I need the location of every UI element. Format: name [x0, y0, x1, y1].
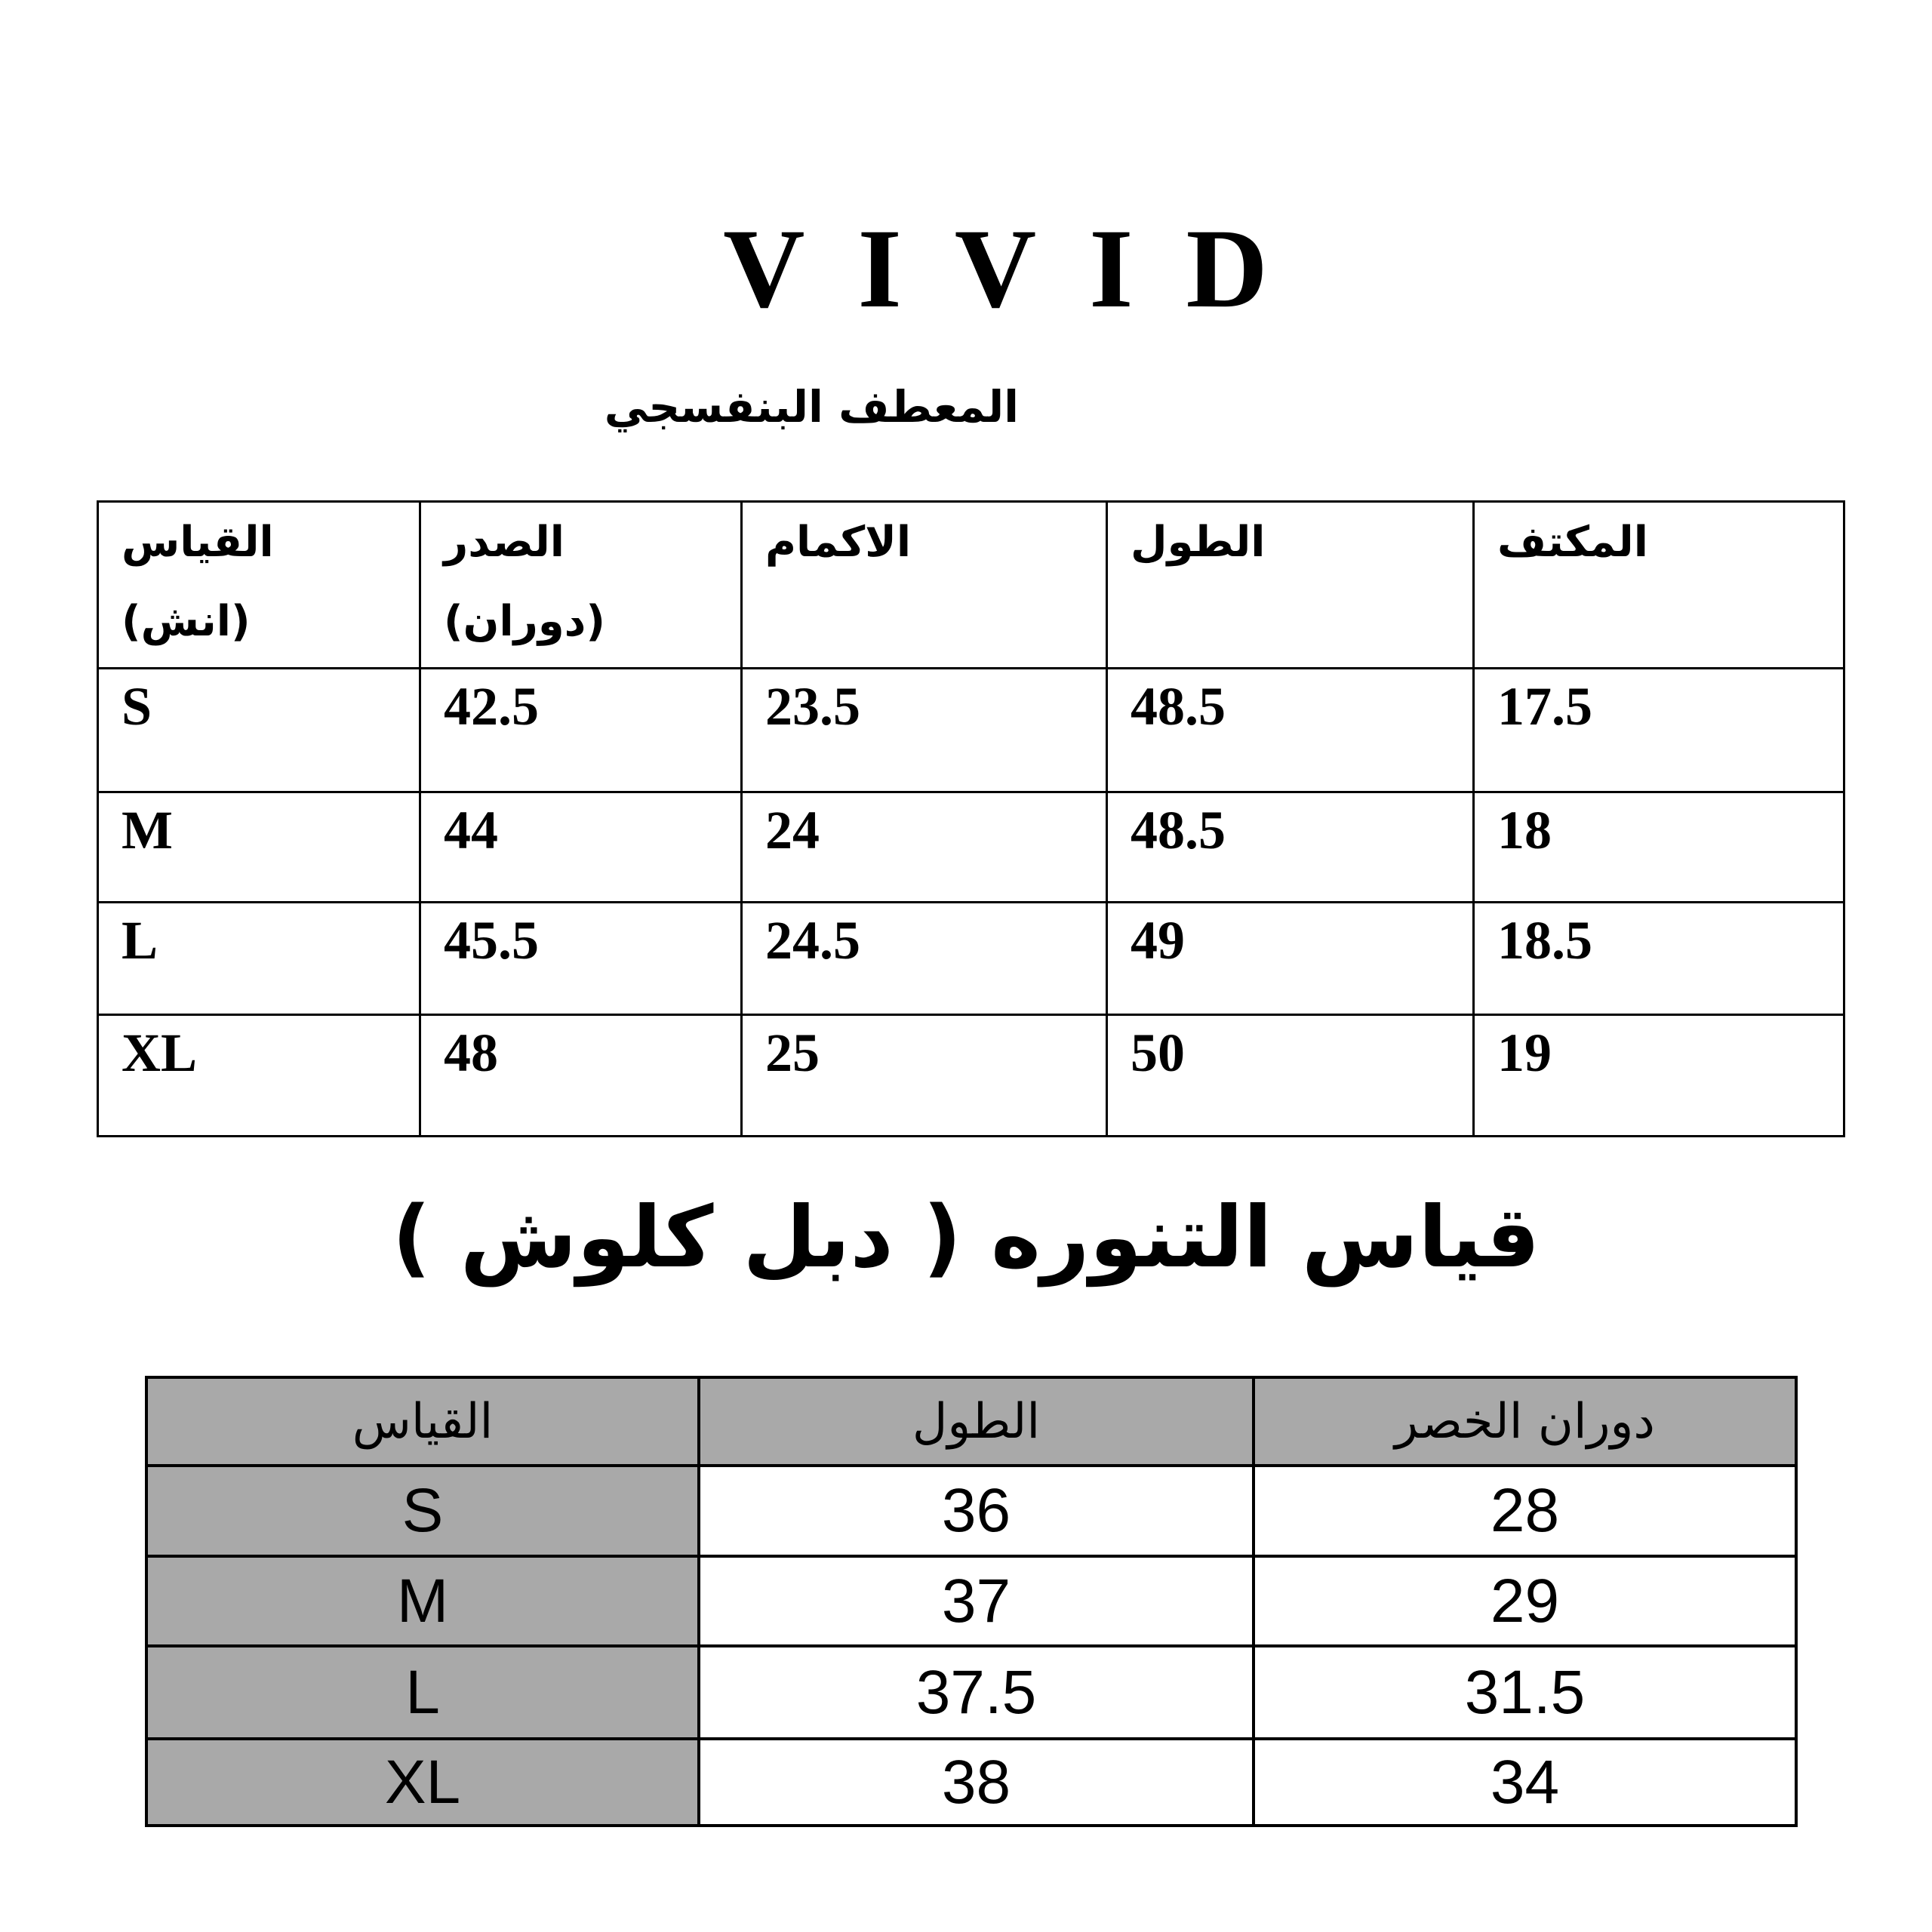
cell: 18	[1474, 792, 1844, 903]
table-row	[98, 903, 1844, 1015]
cell: 37	[699, 1556, 1254, 1646]
cell: XL	[146, 1739, 699, 1826]
table-header-row	[98, 502, 1844, 669]
cell: 50	[1107, 1015, 1474, 1137]
table-row	[146, 1466, 1796, 1556]
cell: M	[98, 792, 420, 903]
cell: XL	[98, 1015, 420, 1137]
table-row	[146, 1646, 1796, 1739]
header-size	[98, 502, 420, 669]
cell: 28	[1254, 1466, 1796, 1556]
header-length	[1107, 502, 1474, 669]
coat-title: المعطف البنفسجي	[604, 381, 1019, 432]
cell: 49	[1107, 903, 1474, 1015]
cell: 24	[742, 792, 1107, 903]
cell: L	[98, 903, 420, 1015]
cell: 34	[1254, 1739, 1796, 1826]
cell: 48	[420, 1015, 742, 1137]
cell: 31.5	[1254, 1646, 1796, 1739]
table-row	[146, 1739, 1796, 1826]
header-unit: (دوران)	[444, 597, 605, 646]
cell: 38	[699, 1739, 1254, 1826]
header-chest	[420, 502, 742, 669]
cell: S	[98, 669, 420, 792]
table-row	[98, 669, 1844, 792]
header-text: القياس	[122, 518, 274, 567]
header-unit: (انش)	[122, 597, 251, 646]
cell: 45.5	[420, 903, 742, 1015]
cell: 25	[742, 1015, 1107, 1137]
brand-logo: VIVID	[723, 206, 1321, 331]
cell: M	[146, 1556, 699, 1646]
cell: S	[146, 1466, 699, 1556]
header-length: الطول	[699, 1377, 1254, 1466]
cell: 48.5	[1107, 669, 1474, 792]
cell: L	[146, 1646, 699, 1739]
header-sleeves	[742, 502, 1107, 669]
skirt-size-table	[145, 1376, 1798, 1827]
cell: 44	[420, 792, 742, 903]
header-shoulder	[1474, 502, 1844, 669]
cell: 23.5	[742, 669, 1107, 792]
cell: 36	[699, 1466, 1254, 1556]
table-header-row	[146, 1377, 1796, 1466]
table-row	[98, 1015, 1844, 1137]
cell: 29	[1254, 1556, 1796, 1646]
cell: 37.5	[699, 1646, 1254, 1739]
skirt-title: قياس التنوره ( دبل كلوش )	[392, 1189, 1540, 1287]
coat-size-table	[97, 500, 1845, 1137]
cell: 24.5	[742, 903, 1107, 1015]
table-row	[98, 792, 1844, 903]
cell: 48.5	[1107, 792, 1474, 903]
cell: 42.5	[420, 669, 742, 792]
cell: 19	[1474, 1015, 1844, 1137]
cell: 17.5	[1474, 669, 1844, 792]
header-size: القياس	[146, 1377, 699, 1466]
header-waist: دوران الخصر	[1254, 1377, 1796, 1466]
header-text: المكتف	[1497, 518, 1648, 567]
header-text: الاكمام	[765, 518, 912, 567]
header-text: الصدر	[444, 518, 565, 567]
cell: 18.5	[1474, 903, 1844, 1015]
header-text: الطول	[1131, 518, 1266, 567]
table-row	[146, 1556, 1796, 1646]
